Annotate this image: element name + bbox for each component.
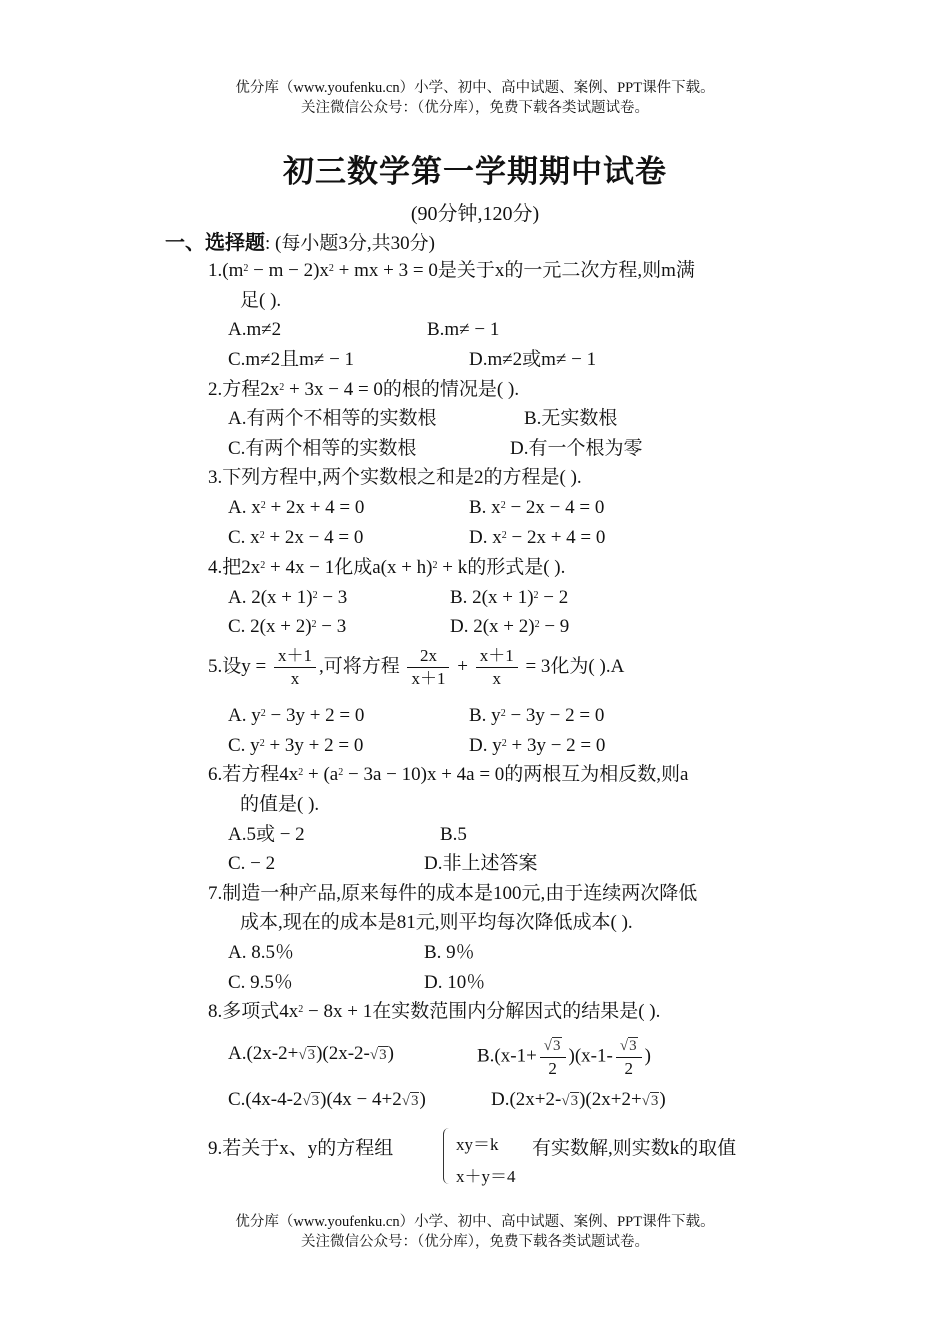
question-1-stem-cont: 足( ). (240, 290, 282, 311)
question-6-stem: 6.若方程$4x^2 + (a^2 - 3a - 10)x + 4a = 0$的两根互为相反数,则a (208, 764, 689, 785)
sqrt-three: √3 (298, 1047, 316, 1063)
system-equation-1: xy＝k (456, 1135, 499, 1154)
q4-option-d: D. $2(x + 2)^2 - 9$ (450, 616, 570, 637)
question-7-stem-cont: 成本,现在的成本是81元,则平均每次降低成本( ). (240, 912, 633, 933)
q5-option-d: D. $y^2 + 3y - 2 = 0$ (469, 735, 606, 756)
q6-option-a: A.5或 − 2 (228, 824, 305, 845)
question-9-stem-cont: 有实数解,则实数k的取值 (532, 1138, 737, 1159)
q4-option-c: C. $2(x + 2)^2 - 3$ (228, 616, 347, 637)
q5-option-b: B. $y^2 - 3y - 2 = 0$ (469, 705, 605, 726)
fraction: $\frac{2x}{x+1}$ (407, 645, 449, 690)
q4-option-b: B. $2(x + 1)^2 - 2$ (450, 587, 569, 608)
q2-option-b: B.无实数根 (524, 408, 618, 429)
q7-option-d: D. 10％ (424, 972, 486, 993)
fraction: $\frac{√3}{2}$ (540, 1034, 566, 1080)
q1-option-a: A.m≠2 (228, 319, 282, 340)
question-4-stem: 4.把$2x^2 + 4x - 1$化成$a(x + h)^2 + k$的形式是( ). (208, 557, 566, 578)
question-5-stem: 5.设y = $\frac{x+1}{x}$ ,可将方程 $\frac{2x}{x+1}$ + $\frac{x+1}{x}$ = 3化为( ).A (208, 646, 625, 688)
q6-option-d: D.非上述答案 (424, 853, 538, 874)
q8-option-c: C.(4x-4-2√3)(4x − 4+2√3) (228, 1087, 426, 1114)
q1-option-b: B.m≠ − 1 (427, 319, 500, 340)
sqrt-three: √3 (369, 1047, 387, 1063)
question-2-stem: 2.方程$2x^2 + 3x - 4 = 0$的根的情况是( ). (208, 379, 520, 400)
header-line-1: 优分库（www.youfenku.cn）小学、初中、高中试题、案例、PPT课件下载。 (235, 80, 715, 96)
page-subtitle: (90分钟,120分) (410, 203, 540, 225)
question-1-stem: $1.(m^2 - m - 2)x^2$ + mx + 3 = 0是关于x的一元二次方程,则m满 (208, 260, 695, 281)
q8-option-a: A.(2x-2+√3)(2x-2-√3) (228, 1041, 394, 1068)
q4-option-a: A. $2(x + 1)^2 - 3$ (228, 587, 348, 608)
fraction: $\frac{x+1}{x}$ (274, 645, 316, 690)
q3-option-c: C. $x^2 + 2x - 4 = 0$ (228, 527, 364, 548)
q3-option-d: D. $x^2 - 2x + 4 = 0$ (469, 527, 606, 548)
sqrt-three: √3 (561, 1093, 579, 1109)
fraction: $\frac{x+1}{x}$ (476, 645, 518, 690)
q8-option-d: D.(2x+2-√3)(2x+2+√3) (491, 1087, 666, 1114)
q1-option-c: C.m≠2且m≠ − 1 (228, 349, 355, 370)
q2-option-d: D.有一个根为零 (510, 438, 643, 459)
section-title: 一、选择题 (165, 230, 265, 254)
question-6-stem-cont: 的值是( ). (240, 794, 320, 815)
page-title: 初三数学第一学期期中试卷 (283, 154, 667, 190)
question-3-stem: 3.下列方程中,两个实数根之和是2的方程是( ). (208, 467, 582, 488)
q7-option-b: B. 9％ (424, 942, 475, 963)
question-9-stem: 9.若关于x、y的方程组 (208, 1138, 394, 1159)
q6-option-c: C. − 2 (228, 853, 276, 874)
system-equation-2: x＋y＝4 (456, 1167, 516, 1186)
q6-option-b: B.5 (440, 824, 467, 845)
q3-option-a: A. $x^2 + 2x + 4 = 0$ (228, 497, 365, 518)
q7-option-c: C. 9.5％ (228, 972, 293, 993)
q3-option-b: B. $x^2 - 2x - 4 = 0$ (469, 497, 605, 518)
footer-line-1: 优分库（www.youfenku.cn）小学、初中、高中试题、案例、PPT课件下载。 (235, 1214, 715, 1230)
q7-option-a: A. 8.5％ (228, 942, 294, 963)
sqrt-three: √3 (641, 1093, 659, 1109)
sqrt-three: √3 (302, 1093, 320, 1109)
footer-line-2: 关注微信公众号：（优分库），免费下载各类试题试卷。 (301, 1234, 649, 1250)
fraction: $\frac{√3}{2}$ (616, 1034, 642, 1080)
section-heading (165, 229, 435, 257)
q5-option-a: A. $y^2 - 3y + 2 = 0$ (228, 705, 365, 726)
header-line-2: 关注微信公众号：（优分库），免费下载各类试题试卷。 (301, 100, 649, 116)
question-7-stem: 7.制造一种产品,原来每件的成本是100元,由于连续两次降低 (208, 883, 698, 904)
section-note: : (每小题3分,共30分) (265, 233, 435, 254)
q2-option-a: A.有两个不相等的实数根 (228, 408, 437, 429)
equation-system-brace (443, 1128, 452, 1184)
q1-option-d: D.m≠2或m≠ − 1 (469, 349, 597, 370)
sqrt-three: √3 (401, 1093, 419, 1109)
q5-option-c: C. $y^2 + 3y + 2 = 0$ (228, 735, 364, 756)
question-8-stem: 8.多项式$4x^2 - 8x + 1$在实数范围内分解因式的结果是( ). (208, 1001, 661, 1022)
q2-option-c: C.有两个相等的实数根 (228, 438, 417, 459)
q8-option-b: B.(x-1+ $\frac{√3}{2}$ )(x-1- $\frac{√3}{2}$ ) (477, 1034, 651, 1080)
